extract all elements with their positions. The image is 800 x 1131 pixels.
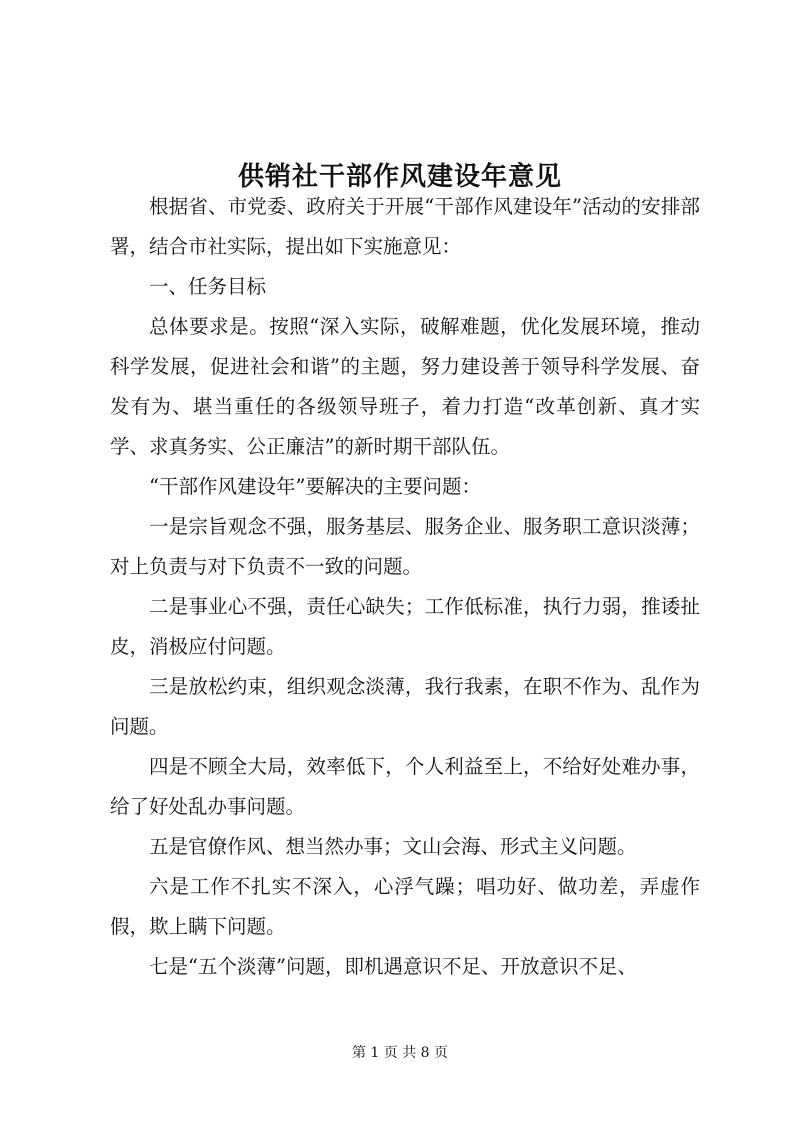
paragraph: 总体要求是。按照“深入实际，破解难题，优化发展环境，推动科学发展，促进社会和谐”的主题，努力建设善于领导科学发展、奋发有为、堪当重任的各级领导班子，着力打造“改革创新、真才实学、求真务实、公正廉洁”的新时期干部队伍。 xyxy=(110,315,700,458)
paragraph: 三是放松约束，组织观念淡薄，我行我素，在职不作为、乱作为问题。 xyxy=(110,675,700,738)
section-heading: 一、任务目标 xyxy=(149,275,267,298)
paragraph: 一是宗旨观念不强，服务基层、服务企业、服务职工意识淡薄；对上负责与对下负责不一致的问题。 xyxy=(110,515,700,578)
paragraph: 二是事业心不强，责任心缺失；工作低标准，执行力弱，推诿扯皮，消极应付问题。 xyxy=(110,595,700,658)
document-body xyxy=(110,187,700,987)
paragraph: 根据省、市党委、政府关于开展“干部作风建设年”活动的安排部署，结合市社实际，提出如下实施意见： xyxy=(110,195,700,258)
paragraph: “干部作风建设年”要解决的主要问题： xyxy=(149,475,481,498)
paragraph: 五是官僚作风、想当然办事；文山会海、形式主义问题。 xyxy=(149,835,637,858)
paragraph: 六是工作不扎实不深入，心浮气躁；唱功好、做功差，弄虚作假，欺上瞒下问题。 xyxy=(110,875,700,938)
paragraph: 七是“五个淡薄”问题，即机遇意识不足、开放意识不足、 xyxy=(149,955,637,978)
document-title: 供销社干部作风建设年意见 xyxy=(237,162,562,193)
page-number-footer: 第 1 页 共 8 页 xyxy=(351,1045,449,1061)
paragraph: 四是不顾全大局，效率低下，个人利益至上，不给好处难办事，给了好处乱办事问题。 xyxy=(110,755,700,818)
